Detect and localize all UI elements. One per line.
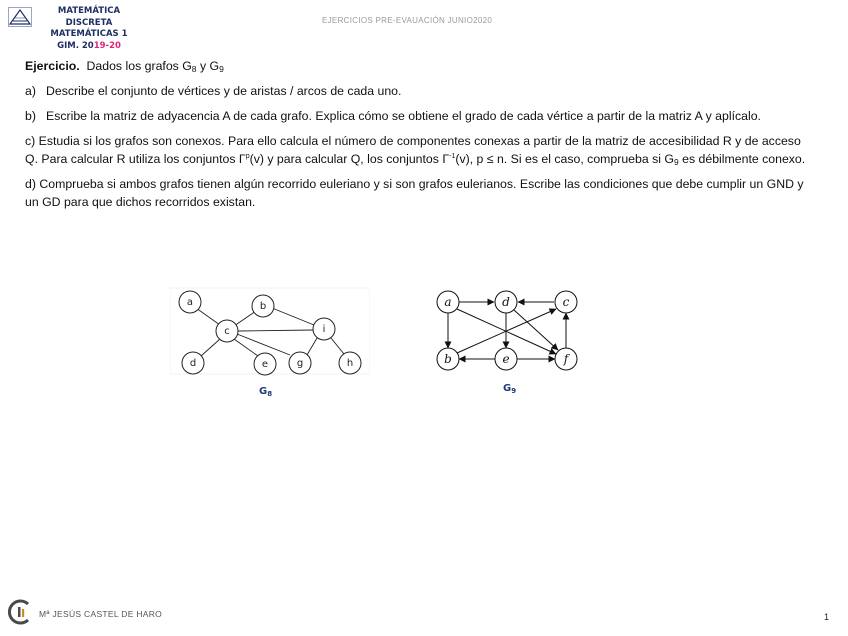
course-year-highlight: 19-20: [93, 40, 121, 51]
graph-g8-label: $G_8$: [259, 386, 273, 398]
graph-g9: [425, 284, 590, 376]
g8-node-label-a: a: [186, 297, 194, 308]
graph-g8: [170, 284, 370, 376]
g9-node-label-b: b: [444, 352, 452, 366]
g9-node-label-a: a: [444, 295, 452, 309]
university-logo-icon: [6, 598, 34, 626]
author-name: Mª JESÚS CASTEL DE HARO: [39, 609, 163, 619]
course-name: MATEMÁTICA DISCRETA: [57, 6, 121, 28]
item-c: c) Estudia si los grafos son conexos. Para ello calcula el número de componentes conexas a partir de la matriz de accesibilidad R y de acceso Q. Para calcular R utiliza los conjuntos $\Gamma^p(v)$ y para calcular Q, los conjuntos $\Gamma^{-1}(v)$, p ≤ n. Si es el caso, comprueba si $G_9$ es débilmente conexo.: [25, 134, 806, 167]
exercise-heading-line: Ejercicio. Dados los grafos $G_8$ y $G_9$: [25, 59, 224, 74]
exercise-body: [25, 57, 815, 218]
g9-arc-d-f: [514, 310, 558, 350]
g8-node-label-i: i: [322, 324, 326, 335]
course-year: GIM. 2019-20: [57, 40, 121, 51]
item-a: a) Describe el conjunto de vértices y de aristas / arcos de cada uno.: [25, 84, 402, 98]
exercise-heading: Ejercicio.: [25, 59, 80, 73]
g8-node-label-b: b: [259, 301, 267, 312]
g8-node-label-e: e: [261, 359, 269, 370]
g9-node-label-d: d: [502, 295, 510, 309]
g8-node-label-c: c: [224, 326, 230, 337]
document-title: EJERCICIOS PRE-EVAUACIÓN JUNIO2020: [322, 16, 493, 25]
graph-g9-label: $G_9$: [503, 383, 517, 395]
g9-node-label-c: c: [562, 295, 570, 309]
g8-node-label-g: g: [296, 358, 304, 369]
course-info: [36, 6, 142, 52]
triangle-logo-icon: [8, 7, 32, 27]
page-number: 1: [823, 612, 829, 622]
course-subject: MATEMÁTICAS 1: [50, 29, 128, 39]
g9-node-label-e: e: [502, 352, 510, 366]
item-d: d) Comprueba si ambos grafos tienen algún recorrido euleriano y si son grafos eulerianos. Escribe las condiciones que debe cumplir un GND y un GD para que dichos recorridos existan.: [25, 177, 804, 209]
g8-node-label-d: d: [189, 358, 197, 369]
g8-node-label-h: h: [346, 358, 354, 369]
item-b: b) Escribe la matriz de adyacencia A de cada grafo. Explica cómo se obtiene el grado de cada vértice a partir de la matriz A y aplícalo.: [25, 109, 761, 123]
g9-node-label-f: f: [563, 352, 569, 366]
